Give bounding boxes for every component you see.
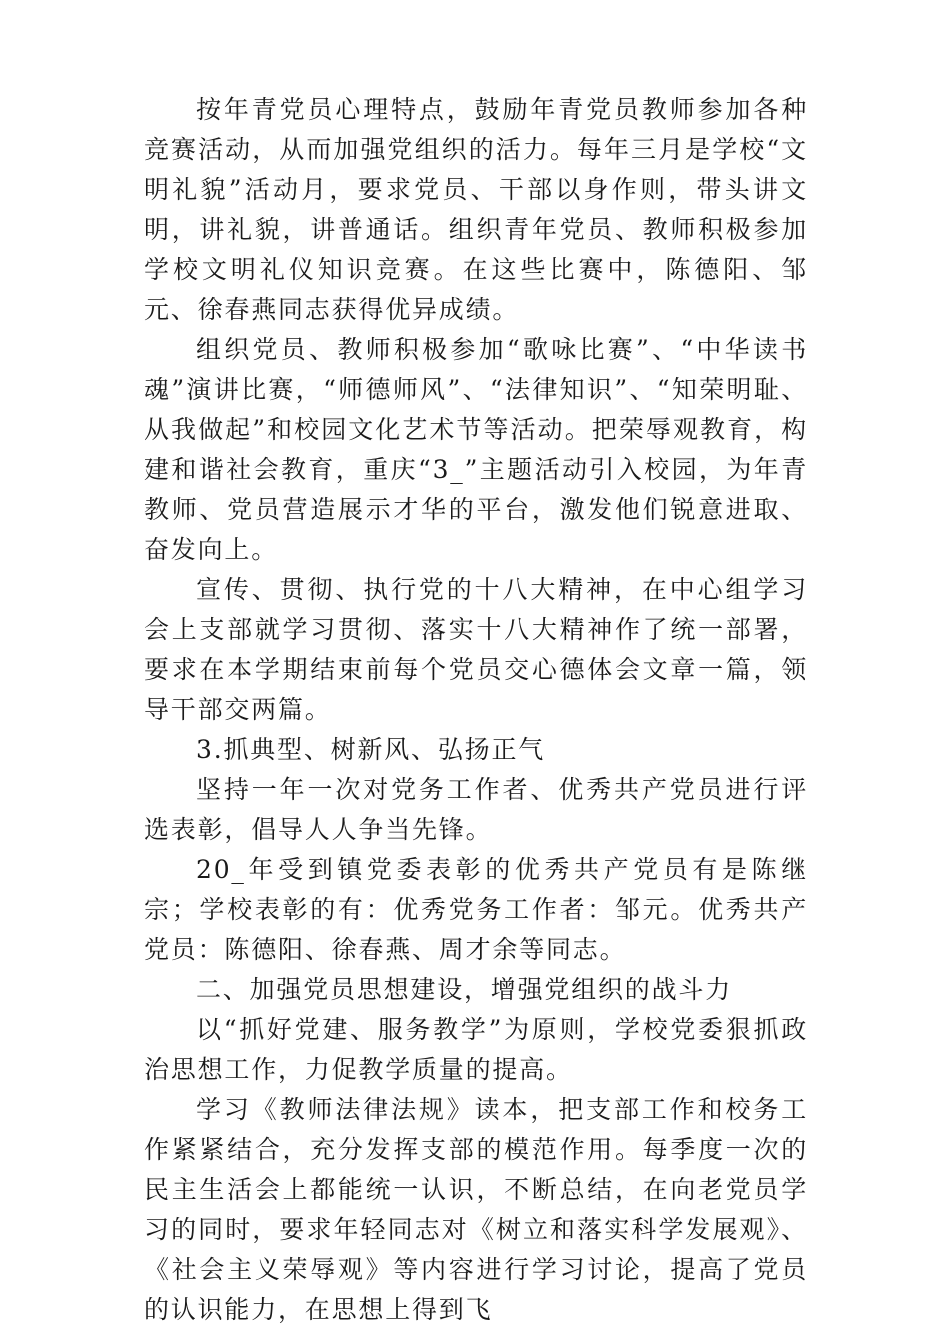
section-heading-3: 3.抓典型、树新风、弘扬正气 <box>196 735 546 764</box>
paragraph-annual-commendation: 坚持一年一次对党务工作者、优秀共产党员进行评选表彰，倡导人人争当先锋。 <box>144 775 808 844</box>
paragraph-competitions: 按年青党员心理特点，鼓励年青党员教师参加各种竞赛活动，从而加强党组织的活力。每年三月是学校“文明礼貌”活动月，要求党员、干部以身作则，带头讲文明，讲礼貌，讲普通话。组织青年党员、教师积极参加学校文明礼仪知识竞赛。在这些比赛中，陈德阳、邹元、徐春燕同志获得优异成绩。 <box>144 95 808 324</box>
document-page <box>144 90 808 1330</box>
paragraph-activities: 组织党员、教师积极参加“歌咏比赛”、“中华读书魂”演讲比赛，“师德师风”、“法律知识”、“知荣明耻、从我做起”和校园文化艺术节等活动。把荣辱观教育，构建和谐社会教育，重庆“3_”主题活动引入校园，为年青教师、党员营造展示才华的平台，激发他们锐意进取、奋发向上。 <box>144 335 808 564</box>
paragraph-study: 学习《教师法律法规》读本，把支部工作和校务工作紧紧结合，充分发挥支部的模范作用。每季度一次的民主生活会上都能统一认识，不断总结，在向老党员学习的同时，要求年轻同志对《树立和落实科学发展观》、《社会主义荣辱观》等内容进行学习讨论，提高了党员的认识能力，在思想上得到飞 <box>144 1095 808 1324</box>
section-heading-2: 二、加强党员思想建设，增强党组织的战斗力 <box>196 975 733 1004</box>
paragraph-principle: 以“抓好党建、服务教学”为原则，学校党委狠抓政治思想工作，力促教学质量的提高。 <box>144 1015 808 1084</box>
paragraph-commended-members: 20_年受到镇党委表彰的优秀共产党员有是陈继宗；学校表彰的有：优秀党务工作者：邹元。优秀共产党员：陈德阳、徐春燕、周才余等同志。 <box>144 855 808 964</box>
paragraph-eighteenth-congress: 宣传、贯彻、执行党的十八大精神，在中心组学习会上支部就学习贯彻、落实十八大精神作了统一部署，要求在本学期结束前每个党员交心德体会文章一篇，领导干部交两篇。 <box>144 575 808 724</box>
